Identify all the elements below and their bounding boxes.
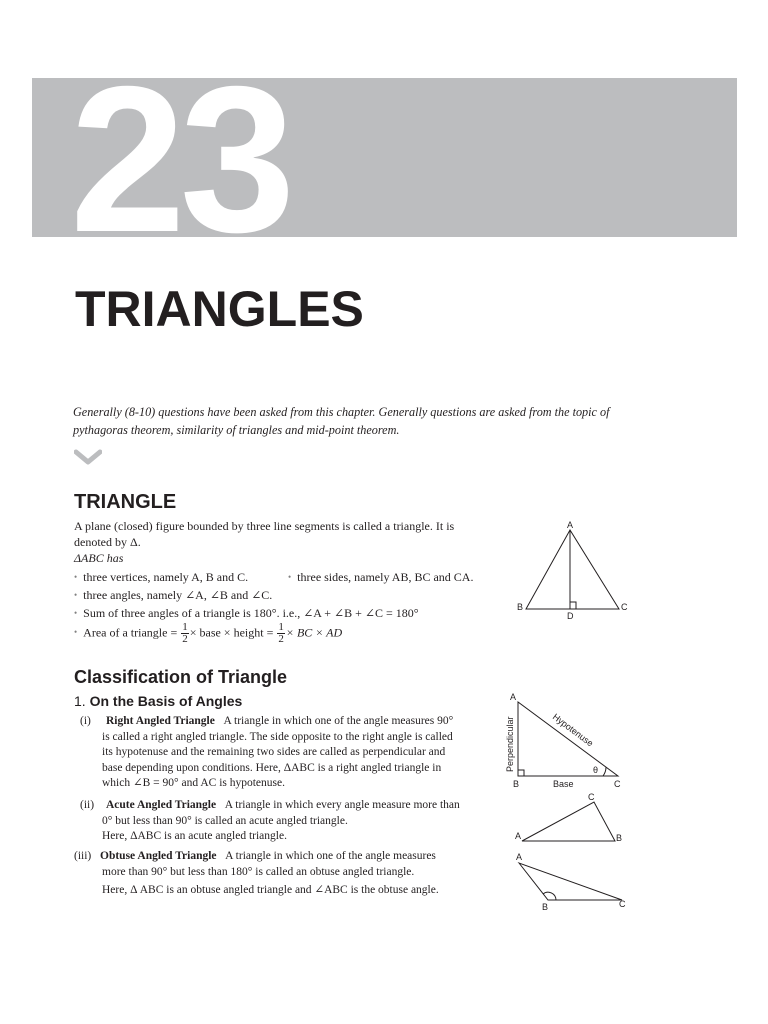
vertex-label-a: A [516,852,523,862]
obtuse-triangle-figure [510,848,635,914]
item-line: more than 90° but less than 180° is called an obtuse angled triangle. [102,865,415,878]
item-line: its hypotenuse and the remaining two sides are called as perpendicular and [102,746,446,758]
bullet-sum [74,605,419,621]
base-label: Base [553,779,574,789]
intro-text: Generally (8-10) questions have been asked from this chapter. Generally questions are asked from the topic of pythagoras theorem, similarity of triangles and mid-point theorem. [73,405,610,437]
perpendicular-label: Perpendicular [505,716,515,772]
item-line: base depending upon conditions. Here, ΔABC is a right angled triangle in [102,761,442,774]
vertex-label-b: B [513,779,520,789]
triangle-altitude-figure [512,518,632,624]
item-line: is called a right angled triangle. The side opposite to the right angle is called [102,730,453,743]
vertex-label-a: A [510,692,517,702]
subsection-number: 1. [74,693,86,709]
definition-line: denoted by Δ. [74,535,141,549]
classification-item-acute [80,798,505,845]
vertex-label-c: C [621,602,628,612]
item-line: 0° but less than 90° is called an acute angled triangle. [102,814,348,827]
chapter-number: 23 [70,78,290,237]
item-term: Right Angled Triangle [106,715,215,727]
bullet-area [74,622,342,645]
bullet-text: three sides, namely AB, BC and CA. [297,570,474,584]
has-label: ΔABC has [74,551,124,565]
vertex-label-b: B [517,602,524,612]
section-heading-classification: Classification of Triangle [74,667,288,687]
vertex-label-a: A [567,520,574,530]
definition-line: A plane (closed) figure bounded by three line segments is called a triangle. It is [74,519,455,533]
item-term: Obtuse Angled Triangle [100,850,217,862]
chevron-down-icon [74,448,102,466]
item-line: Here, ΔABC is an acute angled triangle. [102,830,287,842]
vertex-label-c: C [619,899,626,909]
item-term: Acute Angled Triangle [106,799,217,811]
vertex-label-b: B [616,833,623,843]
bullet-icon: • [74,608,78,618]
bullet-angles [74,587,272,603]
bullet-icon: • [74,627,78,638]
bullet-text: three vertices, namely A, B and C. [83,570,249,584]
triangle-definition [74,518,514,566]
hypotenuse-label: Hypotenuse [550,711,596,749]
subsection-title: On the Basis of Angles [89,693,243,709]
fraction-half: $\frac{1}{2}$ [278,621,284,645]
bullet-vertices [74,569,248,585]
chapter-title: TRIANGLES [75,281,364,337]
chapter-banner [32,78,737,237]
item-number: (ii) [80,799,95,811]
bullet-text: three angles, namely ∠A, ∠B and ∠C. [83,588,273,602]
item-line: Here, Δ ABC is an obtuse angled triangle and ∠ABC is the obtuse angle. [102,884,439,896]
area-prefix: Area of a triangle = [83,625,178,640]
fraction-half: $\frac{1}{2}$ [182,621,188,645]
vertex-label-a: A [515,831,522,841]
item-line: A triangle in which one of the angle measures [225,850,436,862]
section-heading-triangle: TRIANGLE [74,491,177,513]
bullet-sides [288,569,473,585]
theta-label: θ [593,765,599,775]
vertex-label-c: C [588,792,595,802]
classification-item-obtuse [74,849,504,899]
bullet-icon: • [288,572,292,582]
subsection-heading-angles [74,693,242,709]
acute-triangle-figure [510,790,630,848]
item-line: A triangle in which one of the angle measures 90° [223,715,454,727]
foot-label-d: D [567,611,574,621]
vertex-label-c: C [614,779,621,789]
vertex-label-b: B [542,902,549,912]
item-number: (iii) [74,850,92,862]
area-suffix: × BC × AD [285,625,343,640]
bullet-icon: • [74,572,78,582]
right-triangle-figure [500,690,630,792]
item-number: (i) [80,715,91,727]
bullet-icon: • [74,590,78,600]
bullet-text: Sum of three angles of a triangle is 180°. i.e., ∠A + ∠B + ∠C = 180° [83,606,419,620]
item-line: which ∠B = 90° and AC is hypotenuse. [102,777,285,789]
item-line: A triangle in which every angle measure more than [224,799,460,811]
area-mid: × base × height = [189,625,274,640]
classification-item-right [80,714,500,792]
